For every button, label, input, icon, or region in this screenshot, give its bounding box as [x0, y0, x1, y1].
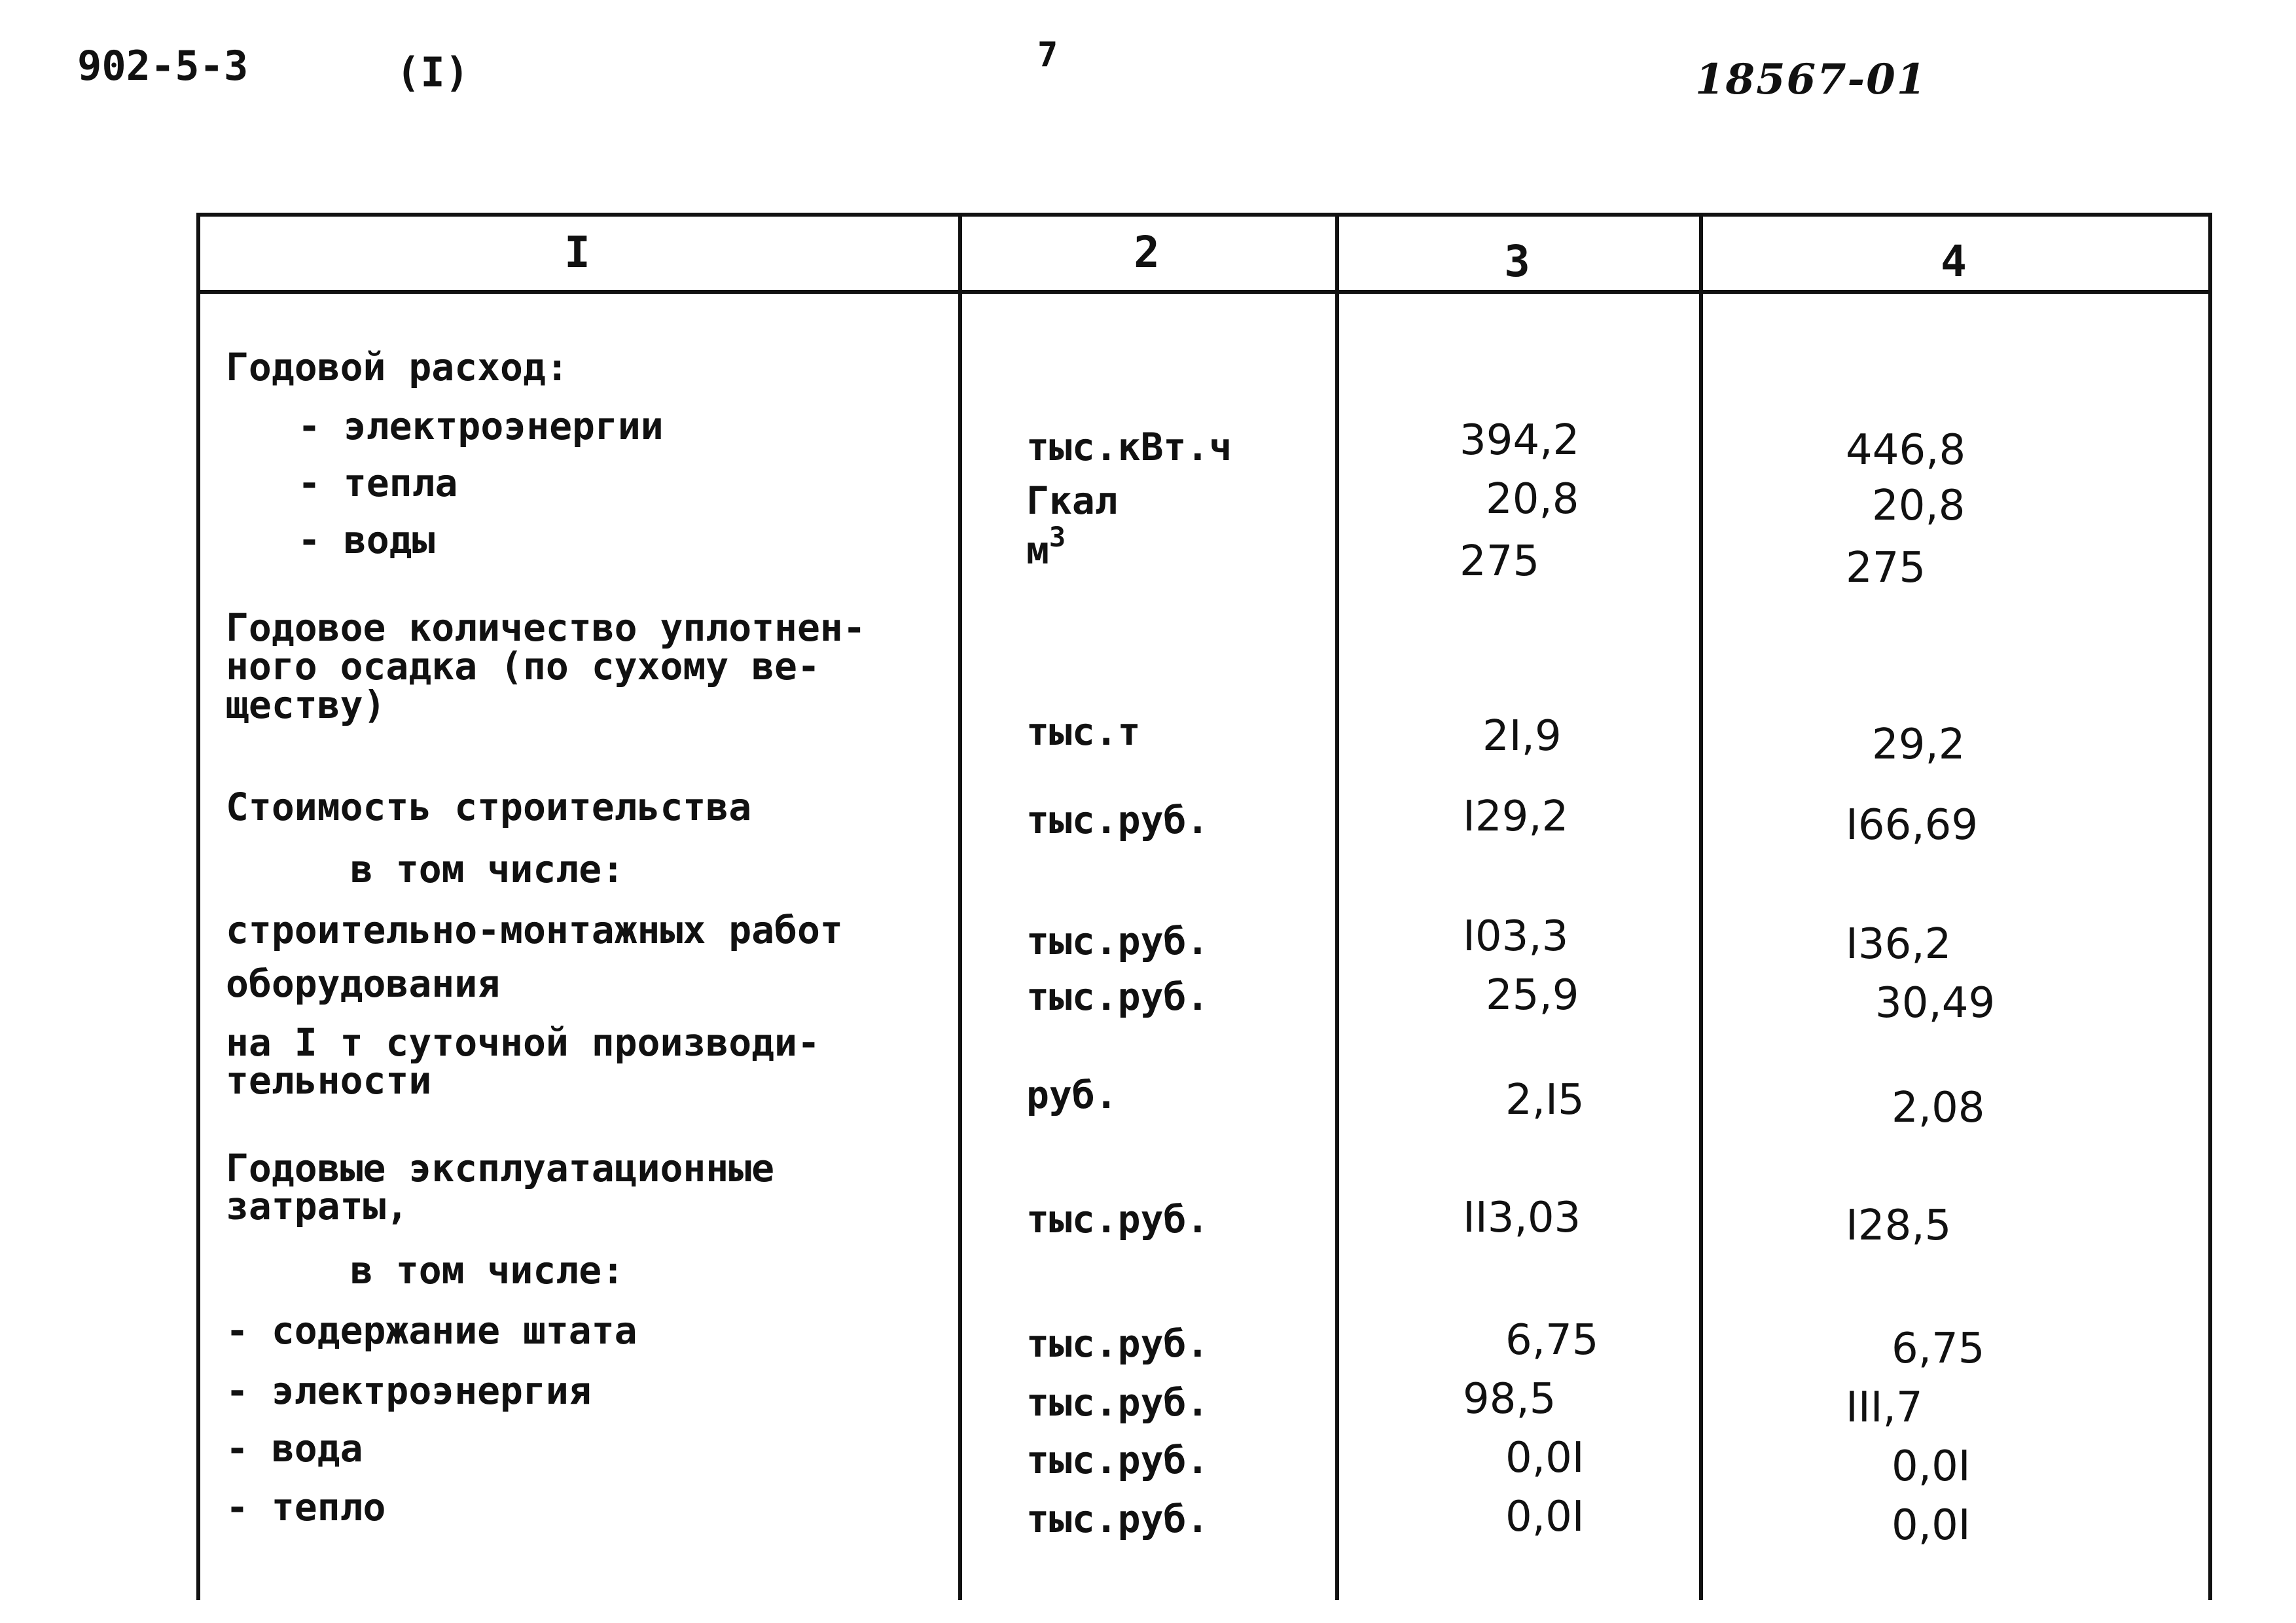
indicators-table	[196, 213, 2212, 1600]
row-value-3: 394,2	[1460, 416, 1580, 465]
row-label-line: тельности	[226, 1058, 432, 1103]
row-label: Стоимость строительства	[226, 785, 752, 829]
row-value-3: 0,0I	[1505, 1434, 1585, 1482]
archive-number: 18567-01	[1695, 55, 1928, 104]
row-label-line: на I т суточной производи-	[226, 1020, 820, 1065]
row-unit: тыс.т	[1026, 709, 1141, 754]
row-unit: тыс.руб.	[1026, 974, 1210, 1019]
row-label-line: затраты,	[226, 1184, 409, 1228]
row-value-4: 275	[1846, 544, 1926, 592]
table-left-border	[196, 213, 200, 1600]
row-label-line: Годовое количество уплотнен-	[226, 605, 866, 650]
row-label: - электроэнергии	[298, 404, 664, 448]
row-value-3: I03,3	[1463, 912, 1569, 961]
row-label: оборудования	[226, 961, 501, 1006]
row-value-4: 20,8	[1872, 482, 1965, 530]
row-label: - воды	[298, 518, 435, 562]
row-value-4: I36,2	[1846, 920, 1952, 969]
row-value-3: 25,9	[1486, 971, 1579, 1020]
page-number: 7	[1037, 35, 1058, 75]
row-value-3: I29,2	[1463, 793, 1569, 841]
row-label: - тепла	[298, 461, 458, 505]
row-value-3: 0,0I	[1505, 1493, 1585, 1541]
column-divider-2	[1335, 213, 1339, 1600]
row-value-3: 2,I5	[1505, 1076, 1585, 1124]
row-value-4: III,7	[1846, 1383, 1923, 1432]
table-right-border	[2208, 213, 2212, 1600]
row-unit: тыс.руб.	[1026, 919, 1210, 963]
document-code: 902-5-3	[77, 42, 249, 90]
row-unit: тыс.руб.	[1026, 1380, 1210, 1425]
row-value-4: 2,08	[1892, 1084, 1985, 1132]
row-unit: руб.	[1026, 1073, 1118, 1117]
column-number-4: 4	[1941, 236, 1967, 287]
row-label: - содержание штата	[226, 1308, 637, 1353]
column-divider-3	[1699, 213, 1703, 1600]
row-label: - вода	[226, 1426, 363, 1471]
row-value-3: II3,03	[1463, 1194, 1581, 1242]
column-number-1: I	[564, 227, 590, 277]
row-value-3: 6,75	[1505, 1316, 1599, 1364]
row-value-3: 2I,9	[1482, 712, 1562, 760]
row-unit: тыс.руб.	[1026, 1438, 1210, 1482]
row-value-4: 29,2	[1872, 721, 1965, 769]
row-value-4: 446,8	[1846, 426, 1966, 474]
row-value-4: 0,0I	[1892, 1442, 1971, 1491]
row-unit: тыс.кВт.ч	[1026, 425, 1232, 469]
row-label: в том числе:	[350, 847, 625, 891]
table-top-border	[196, 213, 2212, 217]
row-value-3: 98,5	[1463, 1375, 1556, 1423]
row-value-4: 6,75	[1892, 1325, 1985, 1373]
column-number-2: 2	[1134, 227, 1160, 277]
row-unit: тыс.руб.	[1026, 798, 1210, 842]
row-value-4: 30,49	[1875, 979, 1996, 1027]
row-unit: тыс.руб.	[1026, 1321, 1210, 1366]
row-label: - электроэнергия	[226, 1368, 592, 1413]
row-unit: Гкал	[1026, 478, 1118, 523]
table-header-border	[196, 290, 2212, 294]
row-unit: тыс.руб.	[1026, 1497, 1210, 1541]
row-value-4: I28,5	[1846, 1202, 1952, 1250]
row-label-line: ного осадка (по сухому ве-	[226, 644, 820, 688]
row-unit: тыс.руб.	[1026, 1197, 1210, 1241]
row-label: строительно-монтажных работ	[226, 908, 843, 952]
row-unit: $м^3$	[1026, 520, 1066, 573]
row-label: Годовой расход:	[226, 345, 569, 389]
unit-superscript: 3	[1049, 520, 1066, 553]
column-divider-1	[958, 213, 962, 1600]
row-label: - тепло	[226, 1485, 386, 1529]
column-number-3: 3	[1504, 236, 1530, 287]
row-label-line: Годовые эксплуатационные	[226, 1146, 775, 1190]
row-label: в том числе:	[350, 1248, 625, 1293]
row-value-3: 275	[1460, 537, 1540, 586]
issue-number: (I)	[396, 48, 469, 96]
row-value-3: 20,8	[1486, 475, 1579, 524]
row-label-line: ществу)	[226, 683, 386, 727]
row-value-4: I66,69	[1846, 801, 1979, 849]
row-value-4: 0,0I	[1892, 1501, 1971, 1550]
